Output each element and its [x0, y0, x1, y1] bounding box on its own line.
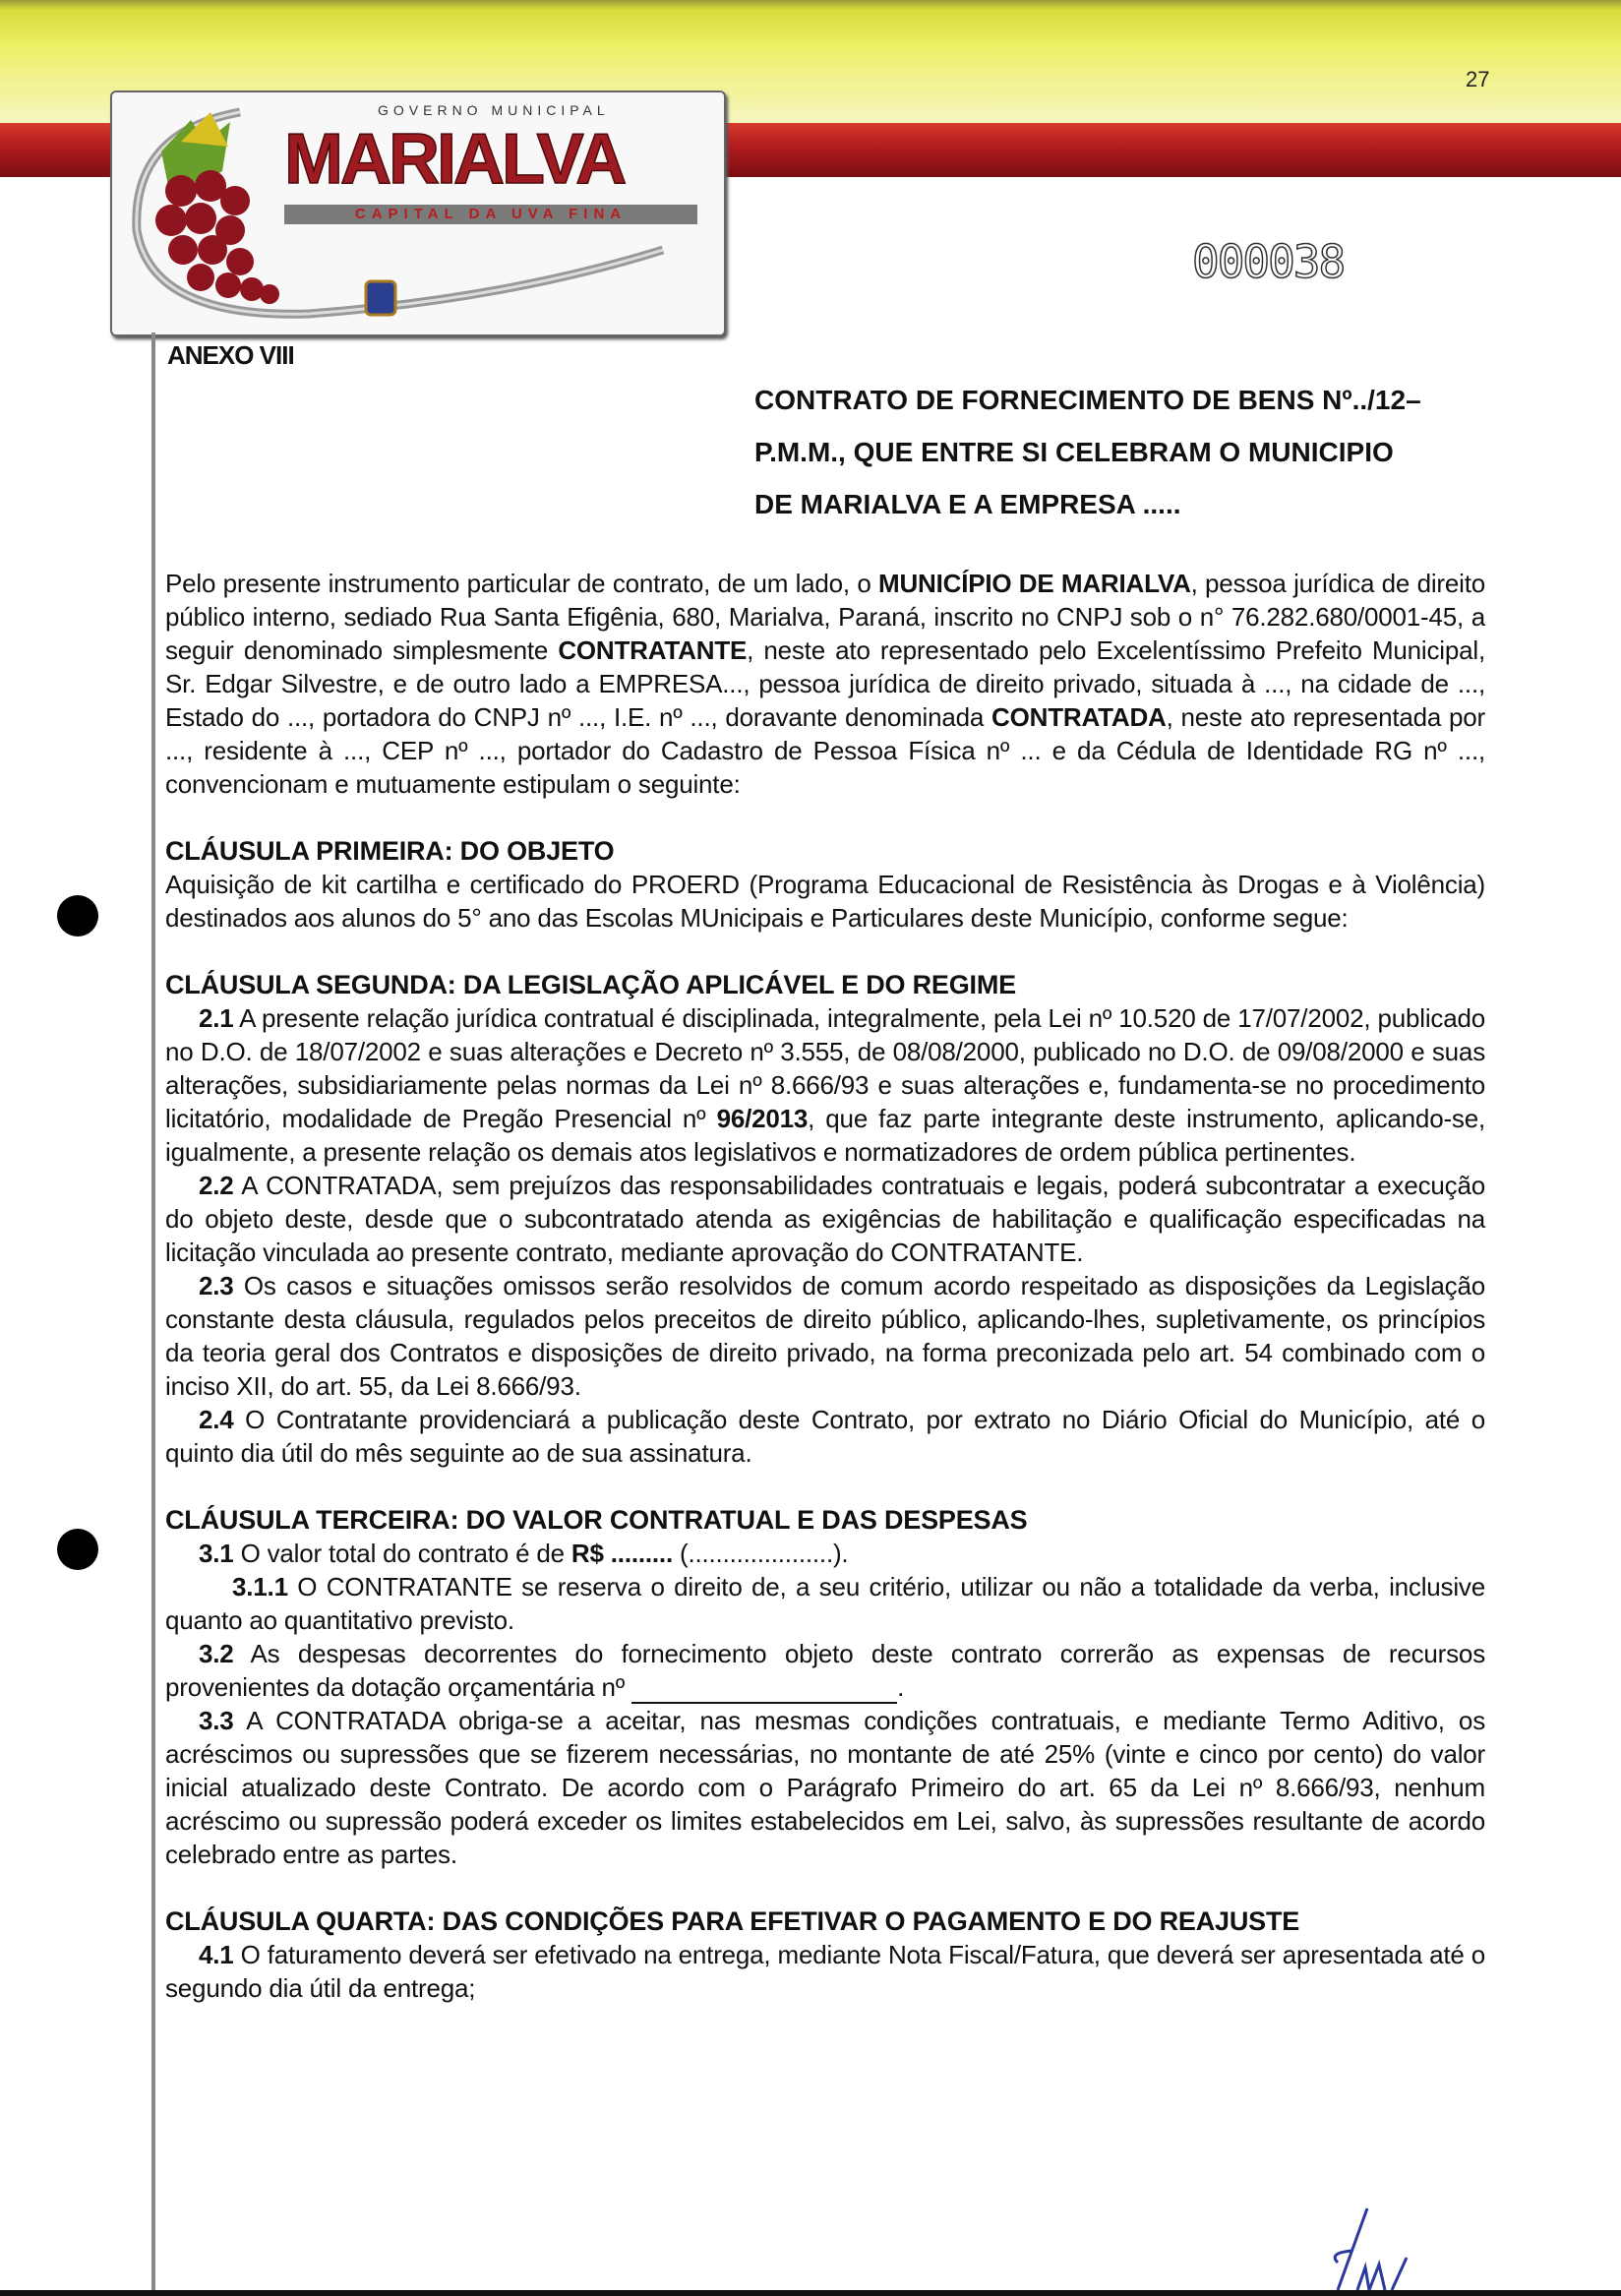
text-segment: As despesas decorrentes do fornecimento objeto deste contrato correrão as expensas de recursos provenientes da dotação orçamentária nº [165, 1639, 1485, 1702]
logo-top-text: GOVERNO MUNICIPAL [378, 102, 610, 118]
title-line: P.M.M., QUE ENTRE SI CELEBRAM O MUNICIPIO [754, 437, 1394, 467]
clause-4-1 [165, 1938, 1485, 2005]
clause-2 [165, 968, 1485, 1470]
text-segment: A presente relação jurídica contratual é disciplinada, integralmente, pela Lei nº 10.520 de 17/07/2002, publicado no D.O. de 18/07/2002 e suas alterações e Decreto nº 3.555, de 08/08/2000, publicado no D.O. de 09/08/2000 e suas alterações, subsidiariamente pelas normas da Lei nº 8.666/93 e suas alterações e, fundamenta-se no procedimento licitatório, modalidade de Pregão Presencial nº [165, 1003, 1485, 1133]
bold-text-segment: 2.3 [199, 1271, 234, 1300]
punch-hole-icon [57, 895, 98, 937]
punch-hole-icon [57, 1529, 98, 1570]
bold-text-segment: 3.1.1 [232, 1572, 288, 1601]
clause-3-2-line: 3.2 As despesas decorrentes do fornecimento objeto deste contrato correrão as expensas de recursos provenientes da dotação orçamentária nº . [165, 1639, 1485, 1702]
text-segment: O Contratante providenciará a publicação deste Contrato, por extrato no Diário Oficial do Município, até o quinto dia útil do mês seguinte ao de sua assinatura. [165, 1405, 1485, 1468]
bold-text-segment: 3.2 [199, 1639, 234, 1668]
bold-text-segment: R$ ......... [570, 1539, 673, 1568]
text-segment: O CONTRATANTE se reserva o direito de, a seu critério, utilizar ou não a totalidade da verba, inclusive quanto ao quantitativo previsto. [165, 1572, 1485, 1635]
clause-1-text: Aquisição de kit cartilha e certificado do PROERD (Programa Educacional de Resistência às Drogas e à Violência) destinados aos alunos do 5° ano das Escolas MUnicipais e Particulares deste Município, conforme segue: [165, 870, 1485, 933]
text-segment: , neste ato representado pelo Excelentíssimo Prefeito Municipal, Sr. Edgar Silvestre, e de outro lado a EMPRESA..., pessoa jurídica de direito privado, situada à ..., na cidade de ..., Estado do ..., portadora do CNPJ nº ..., I.E. nº ..., doravante denominada [165, 635, 1485, 732]
bold-text-segment: 2.2 [199, 1171, 234, 1200]
clause-2-2 [165, 1169, 1485, 1269]
clause-3-3 [165, 1704, 1485, 1871]
annex-label: ANEXO VIII [167, 340, 294, 370]
clause-3-heading: CLÁUSULA TERCEIRA: DO VALOR CONTRATUAL E DAS DESPESAS [165, 1505, 1028, 1535]
text-segment: Os casos e situações omissos serão resolvidos de comum acordo respeitado as disposições da Legislação constante desta cláusula, regulados pelos preceitos de direito público, aplicando-lhes, supletivamente, os princípios da teoria geral dos Contratos e disposições de direito privado, na forma preconizada pelo art. 54 combinado com o inciso XII, do art. 55, da Lei 8.666/93. [165, 1271, 1485, 1401]
bold-text-segment: 96/2013 [716, 1104, 809, 1133]
text-segment: O faturamento deverá ser efetivado na entrega, mediante Nota Fiscal/Fatura, que deverá ser apresentada até o segundo dia útil da entrega; [165, 1940, 1485, 2003]
bold-text-segment: 3.1 [199, 1539, 234, 1568]
clause-2-3 [165, 1269, 1485, 1403]
bold-text-segment: CONTRATADA [991, 702, 1167, 732]
intro-text [165, 567, 1485, 801]
clause-4 [165, 1904, 1485, 2005]
bold-text-segment: CONTRATANTE [558, 635, 748, 665]
clause-2-heading: CLÁUSULA SEGUNDA: DA LEGISLAÇÃO APLICÁVEL E DO REGIME [165, 970, 1016, 999]
intro-paragraph [165, 567, 1485, 801]
contract-title [754, 374, 1502, 530]
clause-3-1-1 [165, 1570, 1485, 1637]
clause-3 [165, 1503, 1485, 1871]
logo-slogan: CAPITAL DA UVA FINA [284, 205, 697, 224]
budget-allocation-blank [631, 1676, 897, 1704]
text-segment: A CONTRATADA, sem prejuízos das responsabilidades contratuais e legais, poderá subcontratar a execução do objeto deste, desde que o subcontratado atenda as exigências de habilitação e qualificação especificadas na licitação vinculada ao presente contrato, mediante aprovação do CONTRATANTE. [165, 1171, 1485, 1267]
text-segment: (.....................). [672, 1539, 849, 1568]
clause-1 [165, 834, 1485, 935]
title-line: CONTRATO DE FORNECIMENTO DE BENS Nº../12– [754, 385, 1421, 415]
clause-3-1 [165, 1537, 1485, 1570]
text-segment: Pelo presente instrumento particular de contrato, de um lado, o [165, 569, 878, 598]
clause-2-4 [165, 1403, 1485, 1470]
text-segment: , que faz parte integrante deste instrumento, aplicando-se, igualmente, a presente relação os demais atos legislativos e normatizadores de ordem pública pertinentes. [165, 1104, 1485, 1167]
bold-text-segment: 3.3 [199, 1706, 234, 1735]
left-margin-line [151, 332, 155, 2296]
bold-text-segment: 4.1 [199, 1940, 234, 1969]
clause-2-1 [165, 1001, 1485, 1169]
page-number: 27 [1466, 67, 1490, 91]
clause-4-heading: CLÁUSULA QUARTA: DAS CONDIÇÕES PARA EFETIVAR O PAGAMENTO E DO REAJUSTE [165, 1906, 1300, 1936]
clause-1-heading: CLÁUSULA PRIMEIRA: DO OBJETO [165, 836, 615, 866]
bottom-scan-border [0, 2290, 1621, 2296]
text-segment: A CONTRATADA obriga-se a aceitar, nas mesmas condições contratuais, e mediante Termo Aditivo, os acréscimos ou supressões que se fizerem necessárias, no montante de até 25% (vinte e cinco por cento) do valor inicial atualizado deste Contrato. De acordo com o Parágrafo Primeiro do art. 65 da Lei nº 8.666/93, nenhum acréscimo ou supressão poderá exceder os limites estabelecidos em Lei, salvo, às supressões resultante de acordo celebrado entre as partes. [165, 1706, 1485, 1869]
text-segment: , neste ato representada por ..., residente à ..., CEP nº ..., portador do Cadastro de Pessoa Física nº ... e da Cédula de Identidade RG nº ..., convencionam e mutuamente estipulam o seguinte: [165, 702, 1485, 799]
logo-name: MARIALVA [284, 120, 625, 199]
signature-icon [1308, 2204, 1446, 2292]
bold-text-segment: 2.4 [199, 1405, 234, 1434]
title-line: DE MARIALVA E A EMPRESA ..... [754, 489, 1181, 519]
contract-body [165, 567, 1485, 2005]
bold-text-segment: 2.1 [199, 1003, 234, 1033]
text-segment: , pessoa jurídica de direito público interno, sediado Rua Santa Efigênia, 680, Marialva, Paraná, inscrito no CNPJ sob o n° 76.282.680/0001-45, a seguir denominado simplesmente [165, 569, 1485, 665]
document-stamp-number: 000038 [1192, 235, 1345, 288]
text-segment: O valor total do contrato é de [233, 1539, 571, 1568]
marialva-logo [110, 91, 726, 336]
bold-text-segment: MUNICÍPIO DE MARIALVA [877, 569, 1191, 598]
